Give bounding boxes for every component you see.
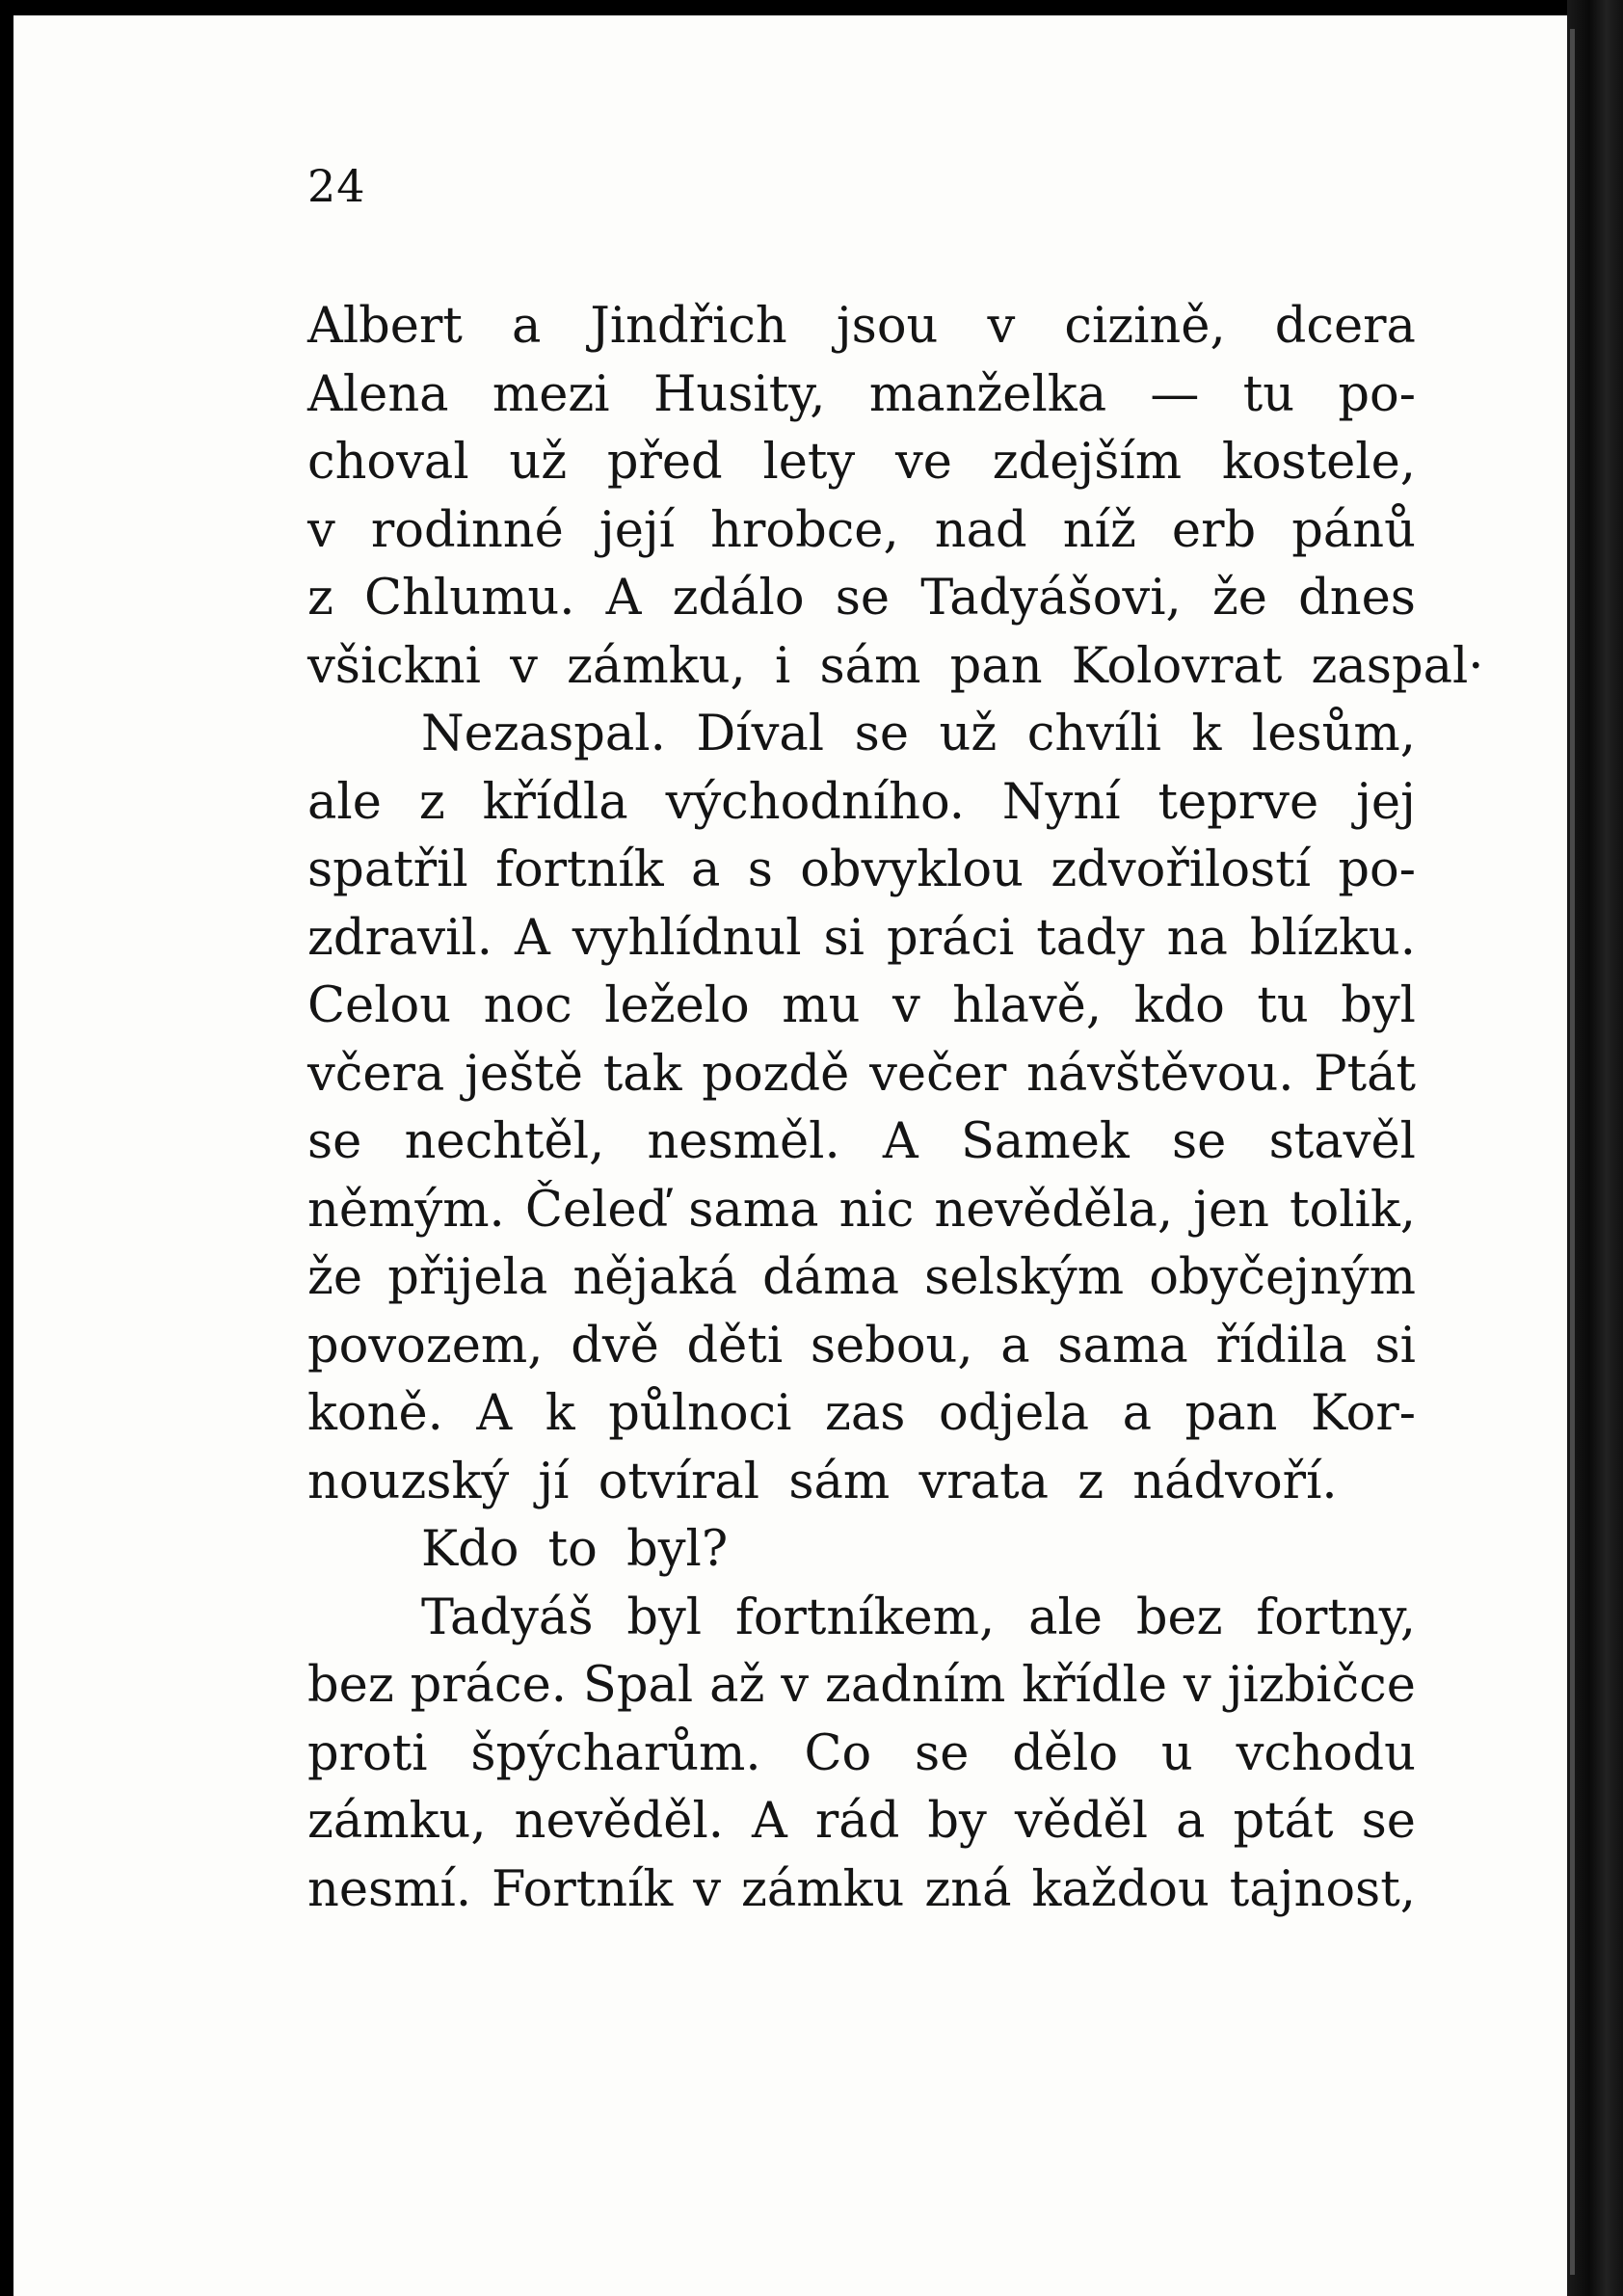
text-line: Celou noc leželo mu v hlavě, kdo tu byl <box>307 977 1416 1034</box>
text-line: povozem, dvě děti sebou, a sama řídila si <box>307 1317 1416 1375</box>
text-line: němým. Čeleď sama nic nevěděla, jen tolik, <box>307 1181 1416 1239</box>
text-line: koně. A k půlnoci zas odjela a pan Kor- <box>307 1385 1416 1442</box>
text-line: zdravil. A vyhlídnul si práci tady na blízku. <box>307 909 1416 967</box>
text-line: všickni v zámku, i sám pan Kolovrat zaspal· <box>307 637 1484 695</box>
text-line: v rodinné její hrobce, nad níž erb pánů <box>307 501 1416 559</box>
text-line: ale z křídla východního. Nyní teprve jej <box>307 773 1416 831</box>
text-line: spatřil fortník a s obvyklou zdvořilostí po- <box>307 841 1416 898</box>
spine-edge <box>1570 29 1575 2275</box>
text-line: nouzský jí otvíral sám vrata z nádvoří. <box>307 1453 1338 1510</box>
text-line: se nechtěl, nesměl. A Samek se stavěl <box>307 1113 1416 1170</box>
text-line: Tadyáš byl fortníkem, ale bez fortny, <box>421 1589 1416 1646</box>
text-line: bez práce. Spal až v zadním křídle v jizbičce <box>307 1657 1416 1714</box>
book-spine <box>1567 0 1623 2296</box>
text-line: proti špýcharům. Co se dělo u vchodu <box>307 1724 1416 1782</box>
text-line: Alena mezi Husity, manželka — tu po- <box>307 365 1416 423</box>
text-line: z Chlumu. A zdálo se Tadyášovi, že dnes <box>307 570 1416 627</box>
page-number: 24 <box>307 160 366 212</box>
text-line: Kdo to byl? <box>421 1521 729 1578</box>
text-line: zámku, nevěděl. A rád by věděl a ptát se <box>307 1793 1416 1850</box>
text-line: Albert a Jindřich jsou v cizině, dcera <box>307 298 1416 355</box>
text-line: Nezaspal. Díval se už chvíli k lesům, <box>421 706 1416 762</box>
text-line: choval už před lety ve zdejším kostele, <box>307 434 1416 491</box>
page-text <box>307 293 1484 1924</box>
text-line: nesmí. Fortník v zámku zná každou tajnost, <box>307 1860 1416 1918</box>
book-page <box>13 15 1567 2296</box>
text-line: že přijela nějaká dáma selským obyčejným <box>307 1249 1416 1306</box>
text-line: včera ještě tak pozdě večer návštěvou. Ptát <box>307 1045 1416 1103</box>
